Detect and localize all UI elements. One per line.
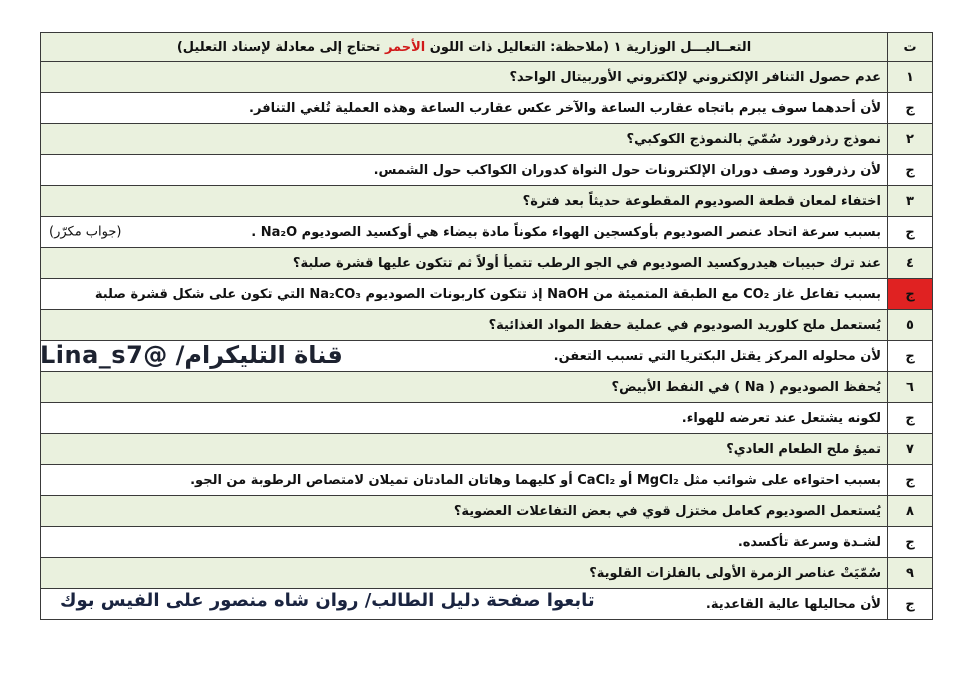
row-text: يُستعمل ملح كلوريد الصوديوم في عملية حفظ المواد الغذائية؟ xyxy=(41,310,888,341)
table-row-answer-4 xyxy=(41,279,933,310)
header-title-red: الأحمر xyxy=(384,39,426,55)
row-label: ج xyxy=(888,341,933,372)
row-text: لأن رذرفورد وصف دوران الإلكترونات حول النواة كدوران الكواكب حول الشمس. xyxy=(41,155,888,186)
table-row-answer-8 xyxy=(41,527,933,558)
table-row-question-7 xyxy=(41,434,933,465)
table-row-answer-6 xyxy=(41,403,933,434)
questions-table xyxy=(40,32,933,620)
row-text: سُمّيَتْ عناصر الزمرة الأولى بالفلزات القلوية؟ xyxy=(41,558,888,589)
row-text: تميؤ ملح الطعام العادي؟ xyxy=(41,434,888,465)
table-row-question-6 xyxy=(41,372,933,403)
row-text: بسبب احتواءه على شوائب مثل MgCl₂ أو CaCl₂ أو كليهما وهاتان المادتان تميلان لامتصاص الرطوبة من الجو. xyxy=(41,465,888,496)
header-title-part1: التعــاليـــل الوزارية ١ (ملاحظة: التعاليل ذات اللون xyxy=(425,39,752,55)
repeated-answer-note: (جواب مكرّر) xyxy=(49,224,122,240)
row-text: لأن أحدهما سوف يبرم باتجاه عقارب الساعة والآخر عكس عقارب الساعة وهذه العملية تُلغي التنافر. xyxy=(41,93,888,124)
row-text: نموذج رذرفورد سُمّيَ بالنموذج الكوكبي؟ xyxy=(41,124,888,155)
row-label: ٤ xyxy=(888,248,933,279)
row-text: لأن محلوله المركز يقتل البكتريا التي تسبب التعفن. xyxy=(41,341,888,372)
ta3aleel-sheet xyxy=(40,32,933,620)
row-label: ٣ xyxy=(888,186,933,217)
row-text: اختفاء لمعان قطعة الصوديوم المقطوعة حديثاً بعد فترة؟ xyxy=(41,186,888,217)
table-header-row xyxy=(41,33,933,62)
table-row-question-9 xyxy=(41,558,933,589)
row-label-red-highlight: ج xyxy=(888,279,933,310)
header-number-label: ت xyxy=(888,33,933,62)
table-row-question-5 xyxy=(41,310,933,341)
row-label: ٧ xyxy=(888,434,933,465)
row-label: ج xyxy=(888,93,933,124)
row-label: ٩ xyxy=(888,558,933,589)
row-text: لشـدة وسرعة تأكسده. xyxy=(41,527,888,558)
row-text: عدم حصول التنافر الإلكتروني لإلكتروني الأوربيتال الواحد؟ xyxy=(41,62,888,93)
table-row-answer-1 xyxy=(41,93,933,124)
row-label: ج xyxy=(888,403,933,434)
row-label: ٥ xyxy=(888,310,933,341)
table-row-question-4 xyxy=(41,248,933,279)
row-text: بسبب تفاعل غاز CO₂ مع الطبقة المتميئة من NaOH إذ تتكون كاربونات الصوديوم Na₂CO₃ التي تكون على شكل قشرة صلبة xyxy=(41,279,888,310)
row-text: عند ترك حبيبات هيدروكسيد الصوديوم في الجو الرطب تتميأ أولاً ثم تتكون عليها قشرة صلبة؟ xyxy=(41,248,888,279)
table-row-question-2 xyxy=(41,124,933,155)
table-row-question-8 xyxy=(41,496,933,527)
row-label: ٨ xyxy=(888,496,933,527)
table-row-answer-7 xyxy=(41,465,933,496)
row-label: ج xyxy=(888,527,933,558)
row-label: ١ xyxy=(888,62,933,93)
row-text: يُحفظ الصوديوم ( Na ) في النفط الأبيض؟ xyxy=(41,372,888,403)
row-label: ج xyxy=(888,155,933,186)
row-label: ٢ xyxy=(888,124,933,155)
row-label: ج xyxy=(888,217,933,248)
row-label: ج xyxy=(888,589,933,620)
row-text: لأن محاليلها عالية القاعدية. xyxy=(41,589,888,620)
facebook-page-watermark: تابعوا صفحة دليل الطالب/ روان شاه منصور على الفيس بوك xyxy=(60,590,595,611)
table-row-answer-3 xyxy=(41,217,933,248)
telegram-channel-watermark: قناة التليكرام/ @Lina_s7 xyxy=(40,341,343,369)
header-title xyxy=(41,33,888,62)
header-title-part2: تحتاج إلى معادلة لإسناد التعليل) xyxy=(176,39,385,55)
table-row-question-1 xyxy=(41,62,933,93)
row-text: يُستعمل الصوديوم كعامل مختزل قوي في بعض التفاعلات العضوية؟ xyxy=(41,496,888,527)
table-row-question-3 xyxy=(41,186,933,217)
row-label: ٦ xyxy=(888,372,933,403)
row-text: بسبب سرعة اتحاد عنصر الصوديوم بأوكسجين الهواء مكوناً مادة بيضاء هي أوكسيد الصوديوم Na₂O . xyxy=(251,224,881,240)
row-text: لكونه يشتعل عند تعرضه للهواء. xyxy=(41,403,888,434)
row-label: ج xyxy=(888,465,933,496)
table-row-answer-2 xyxy=(41,155,933,186)
row-text-cell xyxy=(41,217,888,248)
